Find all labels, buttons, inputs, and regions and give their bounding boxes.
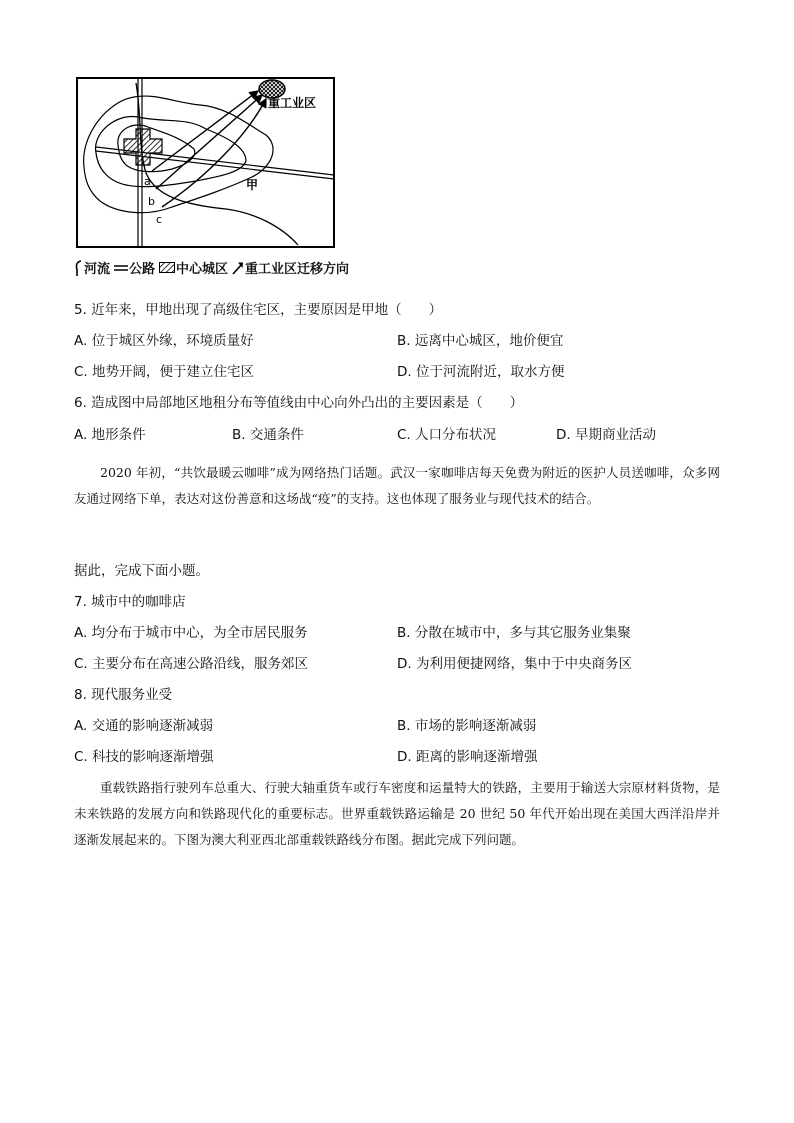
q5-option-b[interactable]: B. 远离中心城区，地价便宜 (397, 333, 564, 349)
q7-option-b[interactable]: B. 分散在城市中，多与其它服务业集聚 (397, 625, 631, 641)
q6-option-c[interactable]: C. 人口分布状况 (397, 427, 497, 443)
legend-center (159, 258, 228, 277)
label-a: a (144, 175, 151, 188)
q8-option-c[interactable]: C. 科技的影响逐渐增强 (74, 749, 214, 765)
q7-stem: 7. 城市中的咖啡店 (74, 594, 186, 610)
label-heavy-industry: 重工业区 (268, 96, 317, 110)
q5-option-c[interactable]: C. 地势开阔，便于建立住宅区 (74, 364, 255, 380)
q8-option-b[interactable]: B. 市场的影响逐渐减弱 (397, 718, 537, 734)
q8-stem: 8. 现代服务业受 (74, 687, 173, 703)
q8-option-a[interactable]: A. 交通的影响逐渐减弱 (74, 718, 214, 734)
legend-road-label: 公路 (129, 262, 156, 277)
land-rent-map (76, 77, 335, 248)
instruction-text: 据此，完成下面小题。 (74, 563, 209, 579)
label-b: b (148, 195, 155, 208)
heavy-rail-passage: 重载铁路指行驶列车总重大、行驶大轴重货车或行车密度和运量特大的铁路，主要用于输送大宗原材料货物，是未来铁路的发展方向和铁路现代化的重要标志。世界重载铁路运输是 20 世纪 50 年代开始出现在美国大西洋沿岸并逐渐发展起来的。下图为澳大利亚西北部重载铁路线分布图。据此完成下列问题。 (74, 780, 720, 847)
road-legend-icon (114, 264, 128, 272)
river-legend-icon (74, 260, 83, 276)
label-jia: 甲 (246, 178, 259, 192)
q6-option-d[interactable]: D. 早期商业活动 (556, 427, 656, 443)
legend-road (114, 258, 155, 277)
q6-stem: 6. 造成图中局部地区地租分布等值线由中心向外凸出的主要因素是（ ） (74, 395, 524, 411)
q6-option-b[interactable]: B. 交通条件 (232, 427, 304, 443)
label-c: c (156, 213, 163, 226)
legend-center-label: 中心城区 (176, 262, 229, 277)
q5-option-a[interactable]: A. 位于城区外缘，环境质量好 (74, 333, 254, 349)
q8-option-d[interactable]: D. 距离的影响逐渐增强 (397, 749, 538, 765)
arrow-legend-icon (232, 261, 244, 275)
q7-option-d[interactable]: D. 为利用便捷网络，集中于中央商务区 (397, 656, 632, 672)
q7-option-c[interactable]: C. 主要分布在高速公路沿线，服务郊区 (74, 656, 309, 672)
q6-option-a[interactable]: A. 地形条件 (74, 427, 146, 443)
legend-river-label: 河流 (84, 262, 111, 277)
q5-option-d[interactable]: D. 位于河流附近，取水方便 (397, 364, 565, 380)
legend-migration (232, 258, 349, 277)
q5-stem: 5. 近年来，甲地出现了高级住宅区，主要原因是甲地（ ） (74, 302, 443, 318)
map-legend (74, 258, 353, 277)
q7-option-a[interactable]: A. 均分布于城市中心，为全市居民服务 (74, 625, 308, 641)
legend-river (74, 258, 110, 277)
center-legend-icon (159, 262, 175, 273)
legend-migration-label: 重工业区迁移方向 (245, 262, 350, 277)
coffee-passage: 2020 年初，“共饮最暖云咖啡”成为网络热门话题。武汉一家咖啡店每天免费为附近的医护人员送咖啡，众多网友通过网络下单，表达对这份善意和这场战“疫”的支持。这也体现了服务业与现代技术的结合。 (74, 465, 720, 506)
